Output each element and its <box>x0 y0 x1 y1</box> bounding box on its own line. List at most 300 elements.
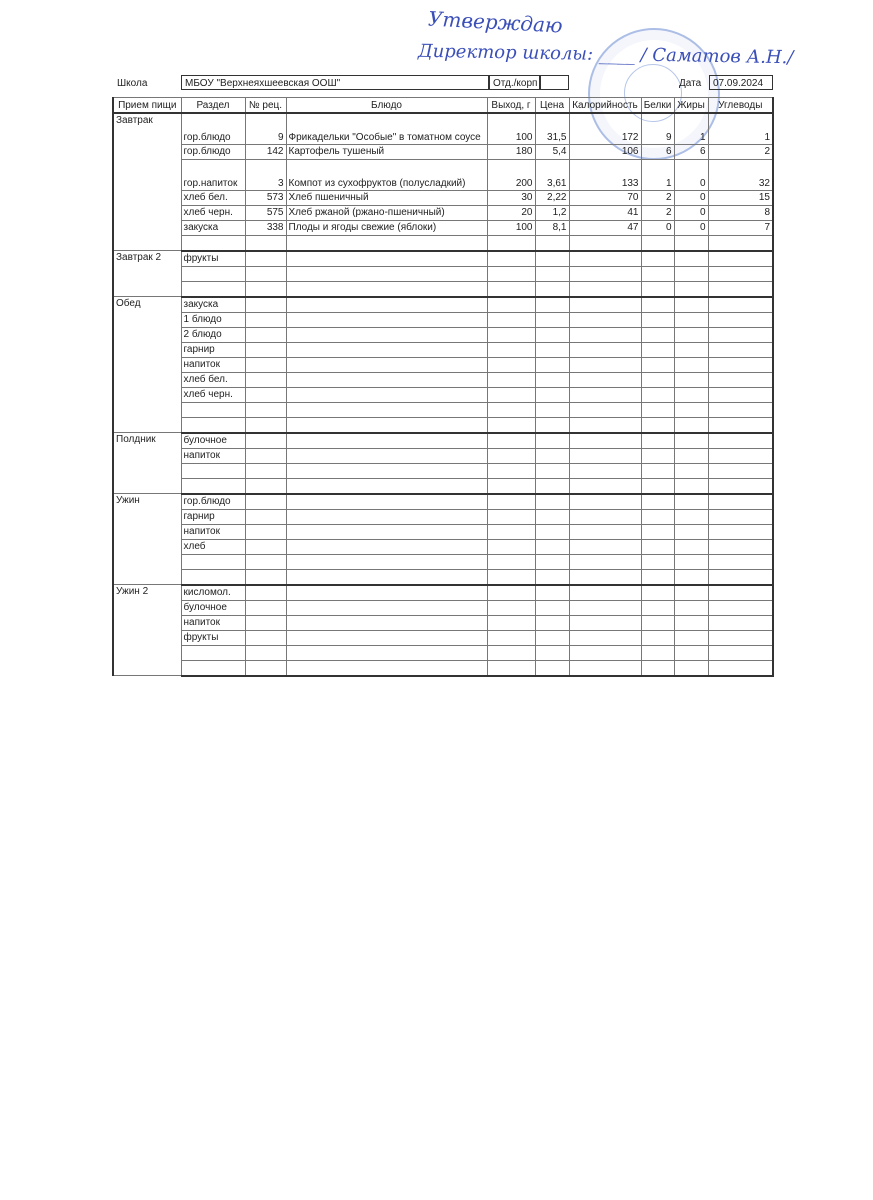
recipe-cell <box>245 342 286 357</box>
section-cell <box>181 478 245 494</box>
table-row <box>113 220 773 235</box>
dish-cell <box>286 251 487 267</box>
recipe-cell: 9 <box>245 113 286 144</box>
table-row <box>113 585 773 601</box>
table-row <box>113 251 773 267</box>
recipe-cell <box>245 585 286 601</box>
carbs-cell <box>708 539 773 554</box>
fat-cell <box>674 312 708 327</box>
yield-cell: 100 <box>487 220 535 235</box>
dish-cell <box>286 235 487 251</box>
table-row <box>113 494 773 510</box>
fat-cell <box>674 387 708 402</box>
kcal-cell <box>569 433 641 449</box>
section-cell <box>181 417 245 433</box>
fat-cell <box>674 660 708 676</box>
column-header: Выход, г <box>487 98 535 114</box>
recipe-cell <box>245 645 286 660</box>
section-cell <box>181 569 245 585</box>
recipe-cell: 573 <box>245 190 286 205</box>
section-cell: гор.блюдо <box>181 144 245 159</box>
meal-name: Ужин 2 <box>113 585 181 676</box>
section-cell <box>181 463 245 478</box>
dish-cell <box>286 615 487 630</box>
carbs-cell <box>708 387 773 402</box>
carbs-cell <box>708 600 773 615</box>
protein-cell <box>641 524 674 539</box>
recipe-cell <box>245 524 286 539</box>
yield-cell <box>487 235 535 251</box>
date-field: 07.09.2024 <box>709 75 773 90</box>
recipe-cell: 142 <box>245 144 286 159</box>
yield-cell <box>487 645 535 660</box>
table-row <box>113 554 773 569</box>
protein-cell <box>641 494 674 510</box>
yield-cell <box>487 281 535 297</box>
yield-cell: 30 <box>487 190 535 205</box>
fat-cell <box>674 357 708 372</box>
section-cell <box>181 645 245 660</box>
section-cell: гор.напиток <box>181 159 245 190</box>
column-header: Калорийность <box>569 98 641 114</box>
protein-cell: 1 <box>641 159 674 190</box>
kcal-cell <box>569 630 641 645</box>
column-header: Раздел <box>181 98 245 114</box>
section-cell <box>181 554 245 569</box>
kcal-cell <box>569 554 641 569</box>
approval-title: Утверждаю <box>427 6 564 38</box>
meal-name: Завтрак 2 <box>113 251 181 297</box>
table-row <box>113 448 773 463</box>
fat-cell <box>674 585 708 601</box>
fat-cell <box>674 509 708 524</box>
fat-cell <box>674 554 708 569</box>
kcal-cell <box>569 585 641 601</box>
carbs-cell <box>708 235 773 251</box>
protein-cell <box>641 235 674 251</box>
fat-cell <box>674 463 708 478</box>
recipe-cell <box>245 478 286 494</box>
recipe-cell: 3 <box>245 159 286 190</box>
section-cell: закуска <box>181 297 245 313</box>
protein-cell <box>641 600 674 615</box>
section-cell: фрукты <box>181 630 245 645</box>
table-header-row <box>113 98 773 114</box>
price-cell <box>535 615 569 630</box>
protein-cell <box>641 448 674 463</box>
section-cell <box>181 281 245 297</box>
protein-cell <box>641 372 674 387</box>
section-cell: 1 блюдо <box>181 312 245 327</box>
fat-cell <box>674 327 708 342</box>
protein-cell <box>641 585 674 601</box>
carbs-cell <box>708 615 773 630</box>
school-label: Школа <box>117 78 148 89</box>
section-cell <box>181 266 245 281</box>
dish-cell <box>286 660 487 676</box>
recipe-cell: 575 <box>245 205 286 220</box>
dept-field <box>539 75 569 90</box>
protein-cell <box>641 645 674 660</box>
protein-cell: 0 <box>641 220 674 235</box>
kcal-cell <box>569 569 641 585</box>
recipe-cell <box>245 387 286 402</box>
kcal-cell: 70 <box>569 190 641 205</box>
fat-cell <box>674 372 708 387</box>
dept-label: Отд./корп <box>489 75 541 90</box>
carbs-cell: 7 <box>708 220 773 235</box>
fat-cell <box>674 630 708 645</box>
fat-cell: 0 <box>674 159 708 190</box>
recipe-cell <box>245 297 286 313</box>
dish-cell <box>286 463 487 478</box>
protein-cell <box>641 433 674 449</box>
fat-cell <box>674 569 708 585</box>
protein-cell <box>641 342 674 357</box>
protein-cell: 2 <box>641 190 674 205</box>
kcal-cell: 47 <box>569 220 641 235</box>
price-cell <box>535 509 569 524</box>
carbs-cell <box>708 312 773 327</box>
recipe-cell <box>245 463 286 478</box>
kcal-cell <box>569 448 641 463</box>
dish-cell <box>286 600 487 615</box>
dish-cell: Хлеб ржаной (ржано-пшеничный) <box>286 205 487 220</box>
fat-cell <box>674 417 708 433</box>
price-cell <box>535 402 569 417</box>
dish-cell <box>286 402 487 417</box>
fat-cell: 0 <box>674 205 708 220</box>
section-cell: фрукты <box>181 251 245 267</box>
section-cell <box>181 402 245 417</box>
fat-cell <box>674 494 708 510</box>
fat-cell <box>674 297 708 313</box>
protein-cell <box>641 660 674 676</box>
dish-cell <box>286 585 487 601</box>
dish-cell <box>286 266 487 281</box>
carbs-cell <box>708 251 773 267</box>
protein-cell <box>641 417 674 433</box>
kcal-cell <box>569 494 641 510</box>
fat-cell: 6 <box>674 144 708 159</box>
carbs-cell <box>708 266 773 281</box>
recipe-cell <box>245 372 286 387</box>
fat-cell <box>674 448 708 463</box>
yield-cell <box>487 539 535 554</box>
yield-cell <box>487 600 535 615</box>
yield-cell <box>487 509 535 524</box>
yield-cell <box>487 297 535 313</box>
dish-cell <box>286 494 487 510</box>
menu-table <box>112 97 774 677</box>
dish-cell <box>286 539 487 554</box>
kcal-cell <box>569 372 641 387</box>
dish-cell: Хлеб пшеничный <box>286 190 487 205</box>
price-cell <box>535 281 569 297</box>
school-field: МБОУ "Верхнеяхшеевская ООШ" <box>181 75 489 90</box>
carbs-cell: 32 <box>708 159 773 190</box>
table-row <box>113 630 773 645</box>
date-label: Дата <box>679 78 702 89</box>
recipe-cell <box>245 539 286 554</box>
yield-cell <box>487 312 535 327</box>
kcal-cell <box>569 463 641 478</box>
kcal-cell: 106 <box>569 144 641 159</box>
section-cell: булочное <box>181 433 245 449</box>
price-cell <box>535 630 569 645</box>
protein-cell: 6 <box>641 144 674 159</box>
table-row <box>113 159 773 190</box>
dish-cell <box>286 509 487 524</box>
price-cell <box>535 372 569 387</box>
table-row <box>113 478 773 494</box>
dish-cell: Компот из сухофруктов (полусладкий) <box>286 159 487 190</box>
table-row <box>113 327 773 342</box>
recipe-cell <box>245 402 286 417</box>
section-cell <box>181 235 245 251</box>
kcal-cell <box>569 281 641 297</box>
yield-cell <box>487 660 535 676</box>
fat-cell: 1 <box>674 113 708 144</box>
yield-cell <box>487 463 535 478</box>
kcal-cell <box>569 600 641 615</box>
recipe-cell <box>245 569 286 585</box>
dish-cell <box>286 297 487 313</box>
fat-cell <box>674 539 708 554</box>
column-header: № рец. <box>245 98 286 114</box>
kcal-cell <box>569 387 641 402</box>
section-cell: хлеб <box>181 539 245 554</box>
carbs-cell <box>708 554 773 569</box>
recipe-cell <box>245 312 286 327</box>
fat-cell <box>674 524 708 539</box>
protein-cell: 2 <box>641 205 674 220</box>
document-header <box>113 75 773 95</box>
yield-cell <box>487 402 535 417</box>
price-cell <box>535 235 569 251</box>
meal-name: Полдник <box>113 433 181 494</box>
recipe-cell <box>245 660 286 676</box>
yield-cell <box>487 478 535 494</box>
price-cell: 31,5 <box>535 113 569 144</box>
carbs-cell <box>708 494 773 510</box>
dish-cell <box>286 433 487 449</box>
section-cell: закуска <box>181 220 245 235</box>
section-cell: булочное <box>181 600 245 615</box>
table-row <box>113 660 773 676</box>
table-row <box>113 569 773 585</box>
protein-cell <box>641 463 674 478</box>
section-cell: напиток <box>181 448 245 463</box>
table-row <box>113 190 773 205</box>
carbs-cell <box>708 630 773 645</box>
recipe-cell <box>245 600 286 615</box>
fat-cell <box>674 600 708 615</box>
protein-cell <box>641 554 674 569</box>
dish-cell <box>286 387 487 402</box>
dish-cell <box>286 417 487 433</box>
price-cell: 8,1 <box>535 220 569 235</box>
table-row <box>113 463 773 478</box>
carbs-cell <box>708 417 773 433</box>
carbs-cell: 2 <box>708 144 773 159</box>
carbs-cell: 8 <box>708 205 773 220</box>
table-row <box>113 357 773 372</box>
price-cell <box>535 494 569 510</box>
price-cell <box>535 554 569 569</box>
column-header: Прием пищи <box>113 98 181 114</box>
recipe-cell <box>245 327 286 342</box>
kcal-cell <box>569 342 641 357</box>
table-row <box>113 281 773 297</box>
section-cell: хлеб бел. <box>181 190 245 205</box>
fat-cell <box>674 251 708 267</box>
recipe-cell <box>245 281 286 297</box>
carbs-cell: 15 <box>708 190 773 205</box>
carbs-cell <box>708 357 773 372</box>
carbs-cell <box>708 569 773 585</box>
section-cell: напиток <box>181 357 245 372</box>
price-cell <box>535 448 569 463</box>
carbs-cell <box>708 645 773 660</box>
table-row <box>113 372 773 387</box>
carbs-cell <box>708 524 773 539</box>
price-cell <box>535 660 569 676</box>
price-cell <box>535 569 569 585</box>
kcal-cell <box>569 312 641 327</box>
table-row <box>113 433 773 449</box>
column-header: Белки <box>641 98 674 114</box>
yield-cell: 100 <box>487 113 535 144</box>
kcal-cell <box>569 327 641 342</box>
yield-cell <box>487 554 535 569</box>
section-cell: хлеб черн. <box>181 205 245 220</box>
kcal-cell <box>569 357 641 372</box>
table-row <box>113 387 773 402</box>
carbs-cell <box>708 509 773 524</box>
fat-cell <box>674 402 708 417</box>
protein-cell <box>641 297 674 313</box>
fat-cell <box>674 645 708 660</box>
price-cell <box>535 266 569 281</box>
fat-cell <box>674 478 708 494</box>
dish-cell <box>286 281 487 297</box>
recipe-cell <box>245 433 286 449</box>
protein-cell <box>641 251 674 267</box>
carbs-cell <box>708 281 773 297</box>
fat-cell <box>674 281 708 297</box>
dish-cell <box>286 357 487 372</box>
yield-cell: 180 <box>487 144 535 159</box>
section-cell: хлеб бел. <box>181 372 245 387</box>
protein-cell <box>641 312 674 327</box>
price-cell <box>535 645 569 660</box>
fat-cell <box>674 615 708 630</box>
yield-cell <box>487 342 535 357</box>
section-cell: гарнир <box>181 342 245 357</box>
kcal-cell: 41 <box>569 205 641 220</box>
kcal-cell <box>569 524 641 539</box>
price-cell <box>535 357 569 372</box>
protein-cell <box>641 615 674 630</box>
section-cell <box>181 660 245 676</box>
protein-cell <box>641 357 674 372</box>
recipe-cell <box>245 494 286 510</box>
carbs-cell <box>708 327 773 342</box>
yield-cell <box>487 585 535 601</box>
price-cell <box>535 524 569 539</box>
table-row <box>113 539 773 554</box>
yield-cell: 20 <box>487 205 535 220</box>
price-cell <box>535 600 569 615</box>
dish-cell <box>286 312 487 327</box>
meal-name: Ужин <box>113 494 181 585</box>
protein-cell <box>641 387 674 402</box>
yield-cell <box>487 448 535 463</box>
recipe-cell <box>245 266 286 281</box>
column-header: Углеводы <box>708 98 773 114</box>
table-row <box>113 509 773 524</box>
fat-cell: 0 <box>674 220 708 235</box>
meal-name: Обед <box>113 297 181 433</box>
recipe-cell <box>245 448 286 463</box>
recipe-cell <box>245 630 286 645</box>
fat-cell: 0 <box>674 190 708 205</box>
dish-cell: Фрикадельки "Особые" в томатном соусе <box>286 113 487 144</box>
carbs-cell <box>708 342 773 357</box>
section-cell: хлеб черн. <box>181 387 245 402</box>
dish-cell <box>286 372 487 387</box>
dish-cell <box>286 645 487 660</box>
kcal-cell <box>569 417 641 433</box>
yield-cell <box>487 569 535 585</box>
protein-cell <box>641 327 674 342</box>
price-cell <box>535 342 569 357</box>
meal-name: Завтрак <box>113 113 181 251</box>
yield-cell <box>487 494 535 510</box>
recipe-cell <box>245 235 286 251</box>
section-cell: 2 блюдо <box>181 327 245 342</box>
table-row <box>113 297 773 313</box>
protein-cell <box>641 281 674 297</box>
price-cell: 2,22 <box>535 190 569 205</box>
dish-cell <box>286 342 487 357</box>
carbs-cell <box>708 478 773 494</box>
dish-cell <box>286 524 487 539</box>
recipe-cell <box>245 357 286 372</box>
table-row <box>113 113 773 144</box>
fat-cell <box>674 235 708 251</box>
recipe-cell <box>245 509 286 524</box>
kcal-cell <box>569 539 641 554</box>
carbs-cell <box>708 585 773 601</box>
price-cell <box>535 312 569 327</box>
section-cell: напиток <box>181 524 245 539</box>
yield-cell <box>487 266 535 281</box>
carbs-cell <box>708 448 773 463</box>
fat-cell <box>674 433 708 449</box>
dish-cell: Картофель тушеный <box>286 144 487 159</box>
protein-cell <box>641 630 674 645</box>
yield-cell <box>487 630 535 645</box>
kcal-cell <box>569 297 641 313</box>
protein-cell <box>641 539 674 554</box>
dish-cell <box>286 327 487 342</box>
kcal-cell <box>569 402 641 417</box>
price-cell: 5,4 <box>535 144 569 159</box>
protein-cell <box>641 478 674 494</box>
kcal-cell <box>569 266 641 281</box>
